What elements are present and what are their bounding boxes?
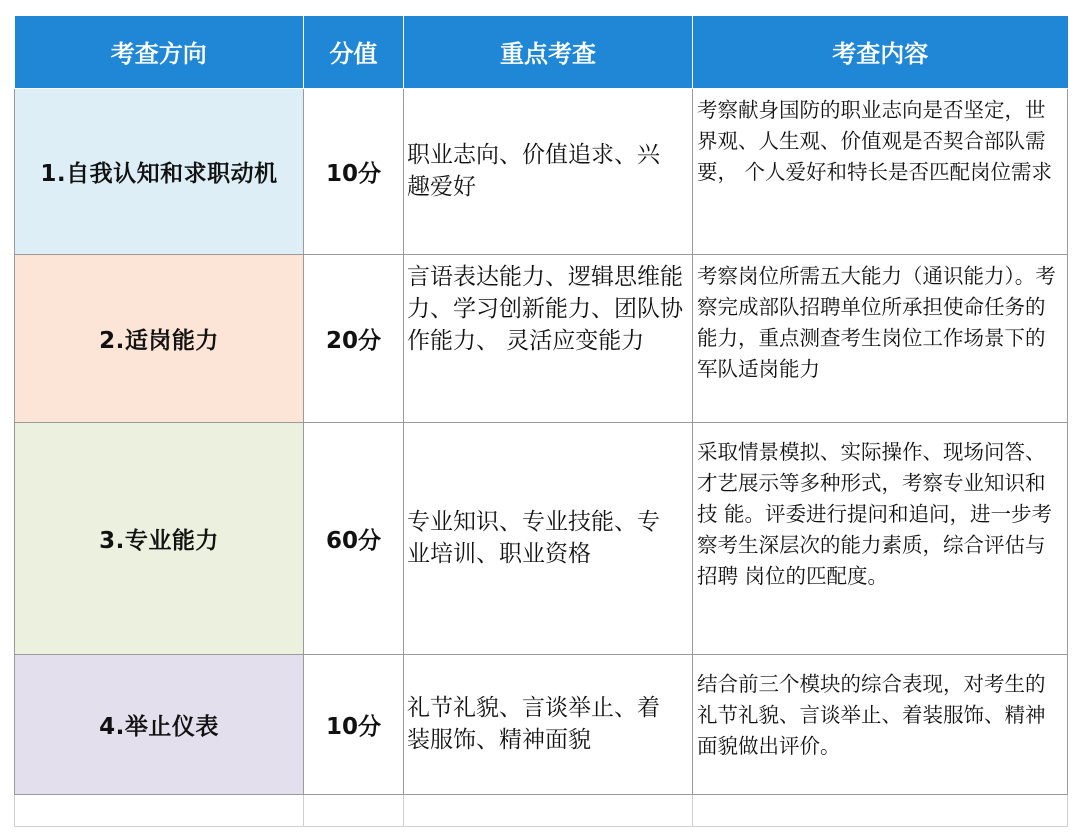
empty-cell <box>304 794 404 826</box>
table-row <box>15 422 1068 654</box>
row-score: 20分 <box>304 254 404 422</box>
row-content-text: 考察献身国防的职业志向是否坚定，世界观、人生观、价值观是否契合部队需要， 个人爱好和特长是否匹配岗位需求 <box>697 97 1053 184</box>
row-score: 10分 <box>304 88 404 254</box>
header-row <box>15 16 1068 88</box>
row-focus-text: 言语表达能力、逻辑思维能力、学习创新能力、团队协作能力、 灵活应变能力 <box>407 263 683 354</box>
row-focus <box>404 254 693 422</box>
empty-cell <box>15 794 304 826</box>
row-content-text: 考察岗位所需五大能力（通识能力）。考察完成部队招聘单位所承担使命任务的 能力，重点测查考生岗位工作场景下的军队适岗能力 <box>697 263 1056 381</box>
empty-cell <box>404 794 693 826</box>
table-row <box>15 654 1068 794</box>
empty-cell <box>693 794 1068 826</box>
row-content-text: 结合前三个模块的综合表现，对考生的礼节礼貌、言谈举止、着装服饰、精神面貌做出评价。 <box>697 671 1046 758</box>
row-content <box>693 422 1068 654</box>
header-score: 分值 <box>304 16 404 88</box>
row-focus-text: 礼节礼貌、言谈举止、着装服饰、精神面貌 <box>407 695 660 753</box>
row-score: 10分 <box>304 654 404 794</box>
row-focus <box>404 422 693 654</box>
row-direction: 3.专业能力 <box>15 422 304 654</box>
assessment-table <box>14 16 1068 827</box>
empty-row <box>15 794 1068 826</box>
table-header <box>15 16 1068 88</box>
row-direction: 2.适岗能力 <box>15 254 304 422</box>
header-focus: 重点考查 <box>404 16 693 88</box>
row-direction: 4.举止仪表 <box>15 654 304 794</box>
row-focus <box>404 88 693 254</box>
header-content: 考查内容 <box>693 16 1068 88</box>
row-focus-text: 职业志向、价值追求、兴趣爱好 <box>407 142 660 200</box>
row-content <box>693 88 1068 254</box>
table-row <box>15 254 1068 422</box>
row-direction: 1.自我认知和求职动机 <box>15 88 304 254</box>
row-content-text: 采取情景模拟、实际操作、现场问答、才艺展示等多种形式，考察专业知识和技 能。评委进行提问和追问，进一步考察考生深层次的能力素质，综合评估与招聘 岗位的匹配度。 <box>697 439 1053 588</box>
table-row <box>15 88 1068 254</box>
row-focus <box>404 654 693 794</box>
row-score: 60分 <box>304 422 404 654</box>
row-focus-text: 专业知识、专业技能、专业培训、职业资格 <box>407 509 660 567</box>
table-body <box>15 88 1068 826</box>
row-content <box>693 654 1068 794</box>
header-direction: 考查方向 <box>15 16 304 88</box>
row-content <box>693 254 1068 422</box>
